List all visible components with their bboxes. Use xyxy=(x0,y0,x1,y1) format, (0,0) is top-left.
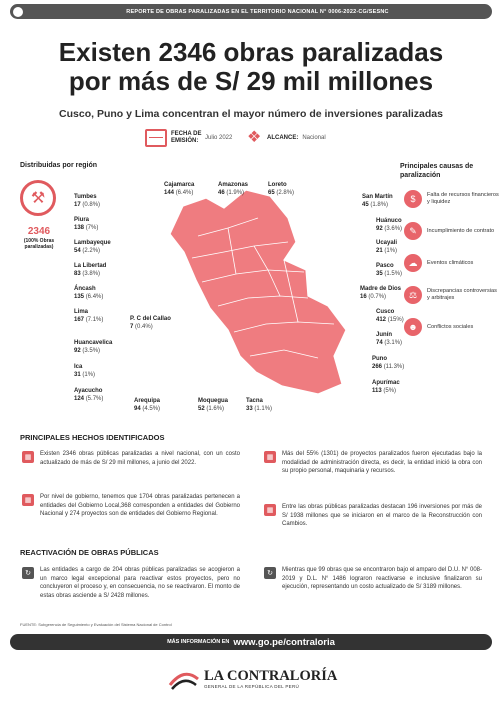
alcance-value: Nacional xyxy=(302,135,326,141)
region-pct: (1.1%) xyxy=(254,405,273,412)
region-name: Ica xyxy=(74,364,83,370)
region-pct: (2.2%) xyxy=(82,247,101,254)
region-pct: (1%) xyxy=(384,247,398,254)
region-pct: (1.9%) xyxy=(226,189,245,196)
region-label xyxy=(376,263,402,278)
region-count: 16 xyxy=(360,293,367,300)
region-pct: (0.7%) xyxy=(368,293,387,300)
region-pct: (3.5%) xyxy=(82,347,101,354)
footer-bar xyxy=(10,634,492,650)
logo-mark-icon xyxy=(168,665,200,693)
peru-shape xyxy=(170,190,346,394)
region-count: 94 xyxy=(134,405,141,412)
meta-row xyxy=(145,127,365,149)
cause-label: Eventos climáticos xyxy=(427,259,474,266)
region-pct: (2.8%) xyxy=(276,189,295,196)
region-count: 46 xyxy=(218,189,225,196)
cause-label: Conflictos sociales xyxy=(427,323,474,330)
region-pct: (1.6%) xyxy=(206,405,225,412)
region-name: Tacna xyxy=(246,398,263,404)
region-count: 33 xyxy=(246,405,253,412)
reactivation-heading: REACTIVACIÓN DE OBRAS PÚBLICAS xyxy=(20,548,159,557)
region-label xyxy=(74,217,98,232)
facts-heading: PRINCIPALES HECHOS IDENTIFICADOS xyxy=(20,433,165,442)
region-pct: (1.8%) xyxy=(370,201,389,208)
region-label xyxy=(74,240,111,255)
people-icon: ☻ xyxy=(404,318,422,336)
region-label xyxy=(376,240,397,255)
region-name: Áncash xyxy=(74,286,96,292)
region-label xyxy=(74,309,103,324)
region-count: 167 xyxy=(74,316,85,323)
region-label xyxy=(130,316,171,331)
region-count: 412 xyxy=(376,316,387,323)
region-name: Apurímac xyxy=(372,380,400,386)
cause-label: Discrepancias controversias y arbitrajes xyxy=(427,288,497,301)
region-name: Junín xyxy=(376,332,392,338)
fact-icon: ▦ xyxy=(264,451,276,463)
region-name: Lima xyxy=(74,309,89,315)
cause-label: Incumplimiento de contrato xyxy=(427,227,495,234)
region-label xyxy=(74,194,100,209)
region-name: Amazonas xyxy=(218,182,249,188)
reactivation-icon: ↻ xyxy=(22,567,34,579)
cause-item xyxy=(404,254,499,272)
region-name: Huánuco xyxy=(376,218,402,224)
region-label xyxy=(268,182,294,197)
regions-heading: Distribuidas por región xyxy=(20,162,98,169)
region-name: P. C del Callao xyxy=(130,316,171,322)
region-count: 83 xyxy=(74,270,81,277)
region-name: Madre de Dios xyxy=(360,286,402,292)
money-icon: $ xyxy=(404,190,422,208)
region-label xyxy=(372,356,404,371)
region-count: 266 xyxy=(372,363,383,370)
region-pct: (3.8%) xyxy=(82,270,101,277)
region-count: 92 xyxy=(376,225,383,232)
weather-icon: ☁ xyxy=(404,254,422,272)
cause-item xyxy=(404,222,499,240)
region-count: 21 xyxy=(376,247,383,254)
title-line-1: Existen 2346 obras paralizadas xyxy=(58,37,444,67)
total-label: (100% Obras paralizadas) xyxy=(23,238,55,250)
region-count: 35 xyxy=(376,270,383,277)
region-pct: (11.3%) xyxy=(383,363,405,370)
reactivation-1: Las entidades a cargo de 204 obras públicas paralizadas se acogieron a un marco legal excepcional para reactivar estos proyectos, pero no concluyeron el proceso y, en consecuencia, no se reactivaron. El monto de estas obras asciende a S/ 2428 millones. xyxy=(40,567,240,599)
region-label xyxy=(246,398,272,413)
region-pct: (5%) xyxy=(383,387,397,394)
report-header-bar xyxy=(10,4,492,19)
region-pct: (7.1%) xyxy=(85,316,104,323)
region-label xyxy=(376,218,402,233)
fecha-label: FECHA DE EMISIÓN: xyxy=(171,131,202,144)
region-count: 113 xyxy=(372,387,382,394)
region-pct: (1.5%) xyxy=(384,270,403,277)
contraloria-logo xyxy=(168,662,338,696)
fact-icon: ▦ xyxy=(22,494,34,506)
region-label xyxy=(74,340,112,355)
region-label xyxy=(372,380,400,395)
region-count: 31 xyxy=(74,371,81,378)
region-pct: (5.7%) xyxy=(85,395,104,402)
region-count: 138 xyxy=(74,224,85,231)
reactivation-2: Mientras que 99 obras que se encontraron bajo el amparo del D.U. N° 008-2019 y D.L. N° 1486 lograron reactivarse e inclusive finalizaron su ejecución, representando un costo actualizado de S/ 3189 millones. xyxy=(282,567,482,590)
fecha-value: Julio 2022 xyxy=(205,134,233,141)
source-note: FUENTE: Subgerencia de Seguimiento y Evaluación del Sistema Nacional de Control xyxy=(20,622,172,627)
fact-icon: ▦ xyxy=(22,451,34,463)
region-name: Tumbes xyxy=(74,194,97,200)
region-count: 45 xyxy=(362,201,369,208)
region-label xyxy=(218,182,248,197)
region-name: Arequipa xyxy=(134,398,161,404)
region-label xyxy=(74,388,103,403)
region-label xyxy=(134,398,160,413)
region-label xyxy=(376,332,402,347)
region-name: Lambayeque xyxy=(74,240,111,246)
region-name: Ayacucho xyxy=(74,388,103,394)
region-count: 65 xyxy=(268,189,275,196)
region-name: Puno xyxy=(372,356,387,362)
title-line-2: por más de S/ 29 mil millones xyxy=(68,66,434,96)
dispute-icon: ⚖ xyxy=(404,286,422,304)
cause-item xyxy=(404,318,499,336)
region-label xyxy=(74,263,106,278)
region-count: 52 xyxy=(198,405,205,412)
region-count: 54 xyxy=(74,247,81,254)
report-code: REPORTE DE OBRAS PARALIZADAS EN EL TERRITORIO NACIONAL N° 0006-2022-CG/SESNC xyxy=(126,8,389,15)
region-pct: (4.5%) xyxy=(142,405,161,412)
fact-1: Existen 2346 obras públicas paralizadas a nivel nacional, con un costo actualizado de más de S/ 29 mil millones, a junio del 2022. xyxy=(40,451,240,466)
map-pin-icon: ❖ xyxy=(247,129,262,146)
region-name: Huancavelica xyxy=(74,340,113,346)
region-count: 135 xyxy=(74,293,85,300)
cause-label: Falta de recursos financieros y liquidez xyxy=(427,192,499,205)
region-name: Ucayali xyxy=(376,240,398,246)
region-count: 7 xyxy=(130,323,134,330)
region-name: Cusco xyxy=(376,309,395,315)
region-label xyxy=(362,194,393,209)
region-name: Pasco xyxy=(376,263,394,269)
region-count: 124 xyxy=(74,395,85,402)
region-count: 92 xyxy=(74,347,81,354)
region-pct: (6.4%) xyxy=(85,293,104,300)
region-label xyxy=(74,286,103,301)
logo-sub: GENERAL DE LA REPÚBLICA DEL PERÚ xyxy=(204,683,300,689)
region-name: San Martín xyxy=(362,194,393,200)
footer-pre: MÁS INFORMACIÓN EN xyxy=(167,639,230,645)
region-pct: (7%) xyxy=(85,224,99,231)
region-pct: (3.6%) xyxy=(384,225,403,232)
region-name: Moquegua xyxy=(198,398,228,404)
region-pct: (1%) xyxy=(82,371,96,378)
region-count: 74 xyxy=(376,339,383,346)
fact-3: Más del 55% (1301) de proyectos paralizados fueron ejecutadas bajo la modalidad de administración directa, es decir, la entidad inició la obra con su propio personal, maquinaria y recursos. xyxy=(282,451,482,474)
page-title xyxy=(0,38,502,96)
causes-heading: Principales causas de paralización xyxy=(400,163,474,179)
region-name: Cajamarca xyxy=(164,182,195,188)
fact-icon: ▦ xyxy=(264,504,276,516)
region-name: Piura xyxy=(74,217,90,223)
region-label xyxy=(376,309,404,324)
stopped-work-icon: ⚒ xyxy=(20,180,56,216)
fact-2: Por nivel de gobierno, tenemos que 1704 obras paralizadas pertenecen a entidades del Gobierno Local,368 corresponden a entidades del Gobierno Nacional y 274 proyectos son de entidades del Gobierno Regional. xyxy=(40,494,240,517)
region-label xyxy=(198,398,228,413)
region-pct: (3.1%) xyxy=(384,339,403,346)
contract-icon: ✎ xyxy=(404,222,422,240)
header-dot-icon xyxy=(13,7,23,17)
alcance-label: ALCANCE: xyxy=(267,135,299,141)
cause-item xyxy=(404,190,499,208)
region-count: 144 xyxy=(164,189,175,196)
fact-4: Entre las obras públicas paralizadas destacan 196 inversiones por más de S/ 1938 millones que se iniciaron en el marco de la Reconstrucción con Cambios. xyxy=(282,504,482,527)
logo-name: LA CONTRALORÍA xyxy=(204,667,338,684)
region-label xyxy=(74,364,95,379)
region-pct: (15%) xyxy=(387,316,404,323)
region-name: Loreto xyxy=(268,182,287,188)
calendar-icon xyxy=(145,129,167,147)
total-value: 2346 xyxy=(27,226,51,237)
cause-item xyxy=(404,286,499,304)
region-pct: (0.4%) xyxy=(135,323,153,330)
region-count: 17 xyxy=(74,201,81,208)
region-label xyxy=(164,182,194,197)
footer-link[interactable]: www.go.pe/contraloria xyxy=(233,636,335,648)
region-label xyxy=(360,286,401,301)
reactivation-icon: ↻ xyxy=(264,567,276,579)
region-pct: (6.4%) xyxy=(175,189,194,196)
region-pct: (0.8%) xyxy=(82,201,101,208)
peru-map xyxy=(158,188,358,398)
region-name: La Libertad xyxy=(74,263,107,269)
page-subtitle: Cusco, Puno y Lima concentran el mayor número de inversiones paralizadas xyxy=(59,108,443,120)
